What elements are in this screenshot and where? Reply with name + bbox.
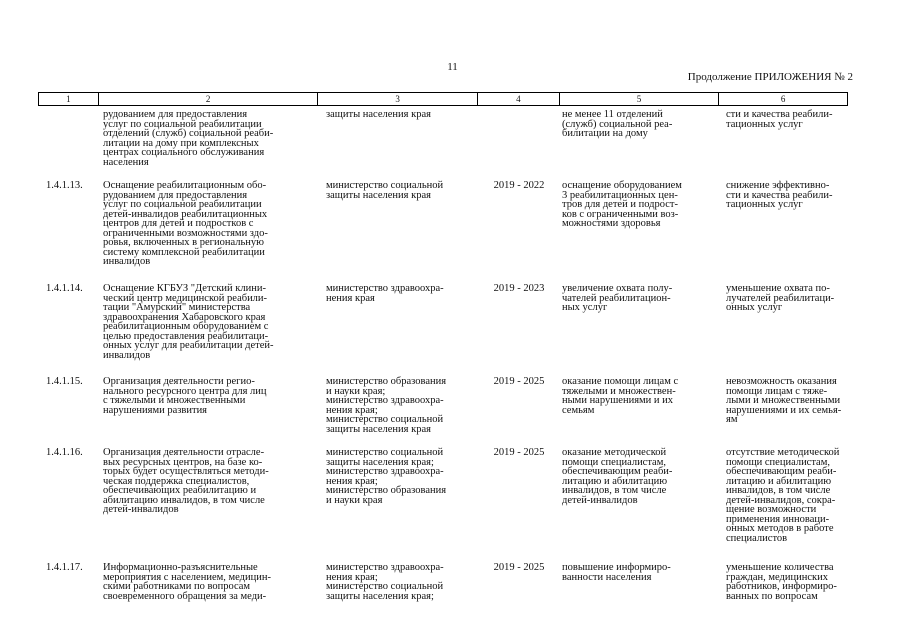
header-col-2: 2 (99, 93, 318, 105)
table-row (38, 181, 848, 267)
consequence: невозможность оказания помощи лицам с тяже- лыми и множественными нарушениями и их семья- ям (726, 376, 842, 425)
row-number: 1.4.1.15. (46, 376, 83, 387)
executor: министерство здравоохра- нения края (326, 283, 444, 304)
period (478, 110, 560, 167)
executor: министерство социальной защиты населения края (326, 180, 444, 201)
header-col-6: 6 (780, 94, 786, 104)
consequence: сти и качества реабили- тационных услуг (726, 109, 833, 130)
measure-name: рудованием для предоставления услуг по социальной реабилитации отделений (служб) социальной реаби- литации на дому при комплексных центрах социального обслуживания населения (103, 109, 274, 168)
header-col-3: 3 (318, 93, 478, 105)
executor: министерство образования и науки края; министерство здравоохра- нения края; министерство социальной защиты населения края (326, 376, 447, 435)
header-col-4: 4 (478, 93, 560, 105)
expected-result: оснащение оборудованием 3 реабилитационных цен- тров для детей и подрост- ков с ограниченными воз- можностями здоровья (562, 180, 682, 229)
measure-name: Оснащение КГБУЗ "Детский клини- ческий центр медицинской реабили- тации "Амурский" министерства здравоохранения Хабаровского края реабилитационным оборудованием с целью предоставления реабилитаци- онных услуг для реабилитации детей- инвалидов (103, 283, 274, 361)
continuation-title: Продолжение ПРИЛОЖЕНИЯ № 2 (687, 71, 853, 83)
executor: защиты населения края (326, 109, 431, 120)
table-row (38, 377, 848, 434)
measure-name: Информационно-разъяснительные мероприятия с населением, медицин- скими работниками по вопросам своевременного обращения за меди- (103, 562, 271, 602)
header-col-1: 1 (39, 93, 99, 105)
expected-result: оказание методической помощи специалистам, обеспечивающим реаби- литацию и абилитацию инвалидов, в том числе детей-инвалидов (562, 447, 673, 506)
consequence: уменьшение охвата по- лучателей реабилитаци- онных услуг (726, 283, 835, 313)
measure-name: Организация деятельности отрасле- вых ресурсных центров, на базе ко- торых будет осуществляться методи- ческая поддержка специалистов, обеспечивающих реабилитацию и абилитацию инвалидов, в том числе детей-инвалидов (103, 447, 269, 515)
period: 2019 - 2022 (493, 180, 545, 191)
table-row (38, 110, 848, 167)
header-col-5: 5 (560, 93, 720, 105)
expected-result: повышение информиро- ванности населения (562, 562, 671, 583)
period: 2019 - 2025 (493, 447, 545, 458)
consequence: отсутствие методической помощи специалистам, обеспечивающим реаби- литацию и абилитацию инвалидов, в том числе детей-инвалидов, сокра- щение возможности применения инноваци- онных методов в работе специалистов (726, 447, 840, 544)
expected-result: не менее 11 отделений (служб) социальной реа- билитации на дому (562, 109, 673, 139)
table-header (38, 92, 848, 106)
executor: министерство социальной защиты населения края; министерство здравоохра- нения края; министерство образования и науки края (326, 447, 447, 506)
period: 2019 - 2023 (493, 283, 545, 294)
row-number: 1.4.1.16. (46, 447, 83, 458)
period: 2019 - 2025 (493, 376, 545, 387)
row-number (38, 110, 98, 167)
expected-result: оказание помощи лицам с тяжелыми и множествен- ными нарушениями и их семьям (562, 376, 679, 416)
expected-result: увеличение охвата полу- чателей реабилитацион- ных услуг (562, 283, 673, 313)
row-number: 1.4.1.13. (46, 180, 83, 191)
row-number: 1.4.1.17. (46, 562, 83, 573)
measure-name: Оснащение реабилитационным обо- рудованием для предоставления услуг по социальной реабилитации детей-инвалидов реабилитационных центров для детей и подростков с ограниченными возможностями здо- ровья, включенных в региональную систему комплексной реабилитации инвалидов (103, 180, 268, 267)
period: 2019 - 2025 (493, 562, 545, 573)
table-row (38, 563, 848, 601)
consequence: уменьшение количества граждан, медицинских работников, информиро- ванных по вопросам (726, 562, 837, 602)
executor: министерство здравоохра- нения края; министерство социальной защиты населения края; (326, 562, 444, 602)
measure-name: Организация деятельности регио- нального ресурсного центра для лиц с тяжелыми и множественными нарушениями развития (103, 376, 267, 416)
consequence: снижение эффективно- сти и качества реабили- тационных услуг (726, 180, 833, 210)
row-number: 1.4.1.14. (46, 283, 83, 294)
table-row (38, 284, 848, 360)
table-row (38, 448, 848, 543)
page-number: 11 (447, 61, 458, 73)
